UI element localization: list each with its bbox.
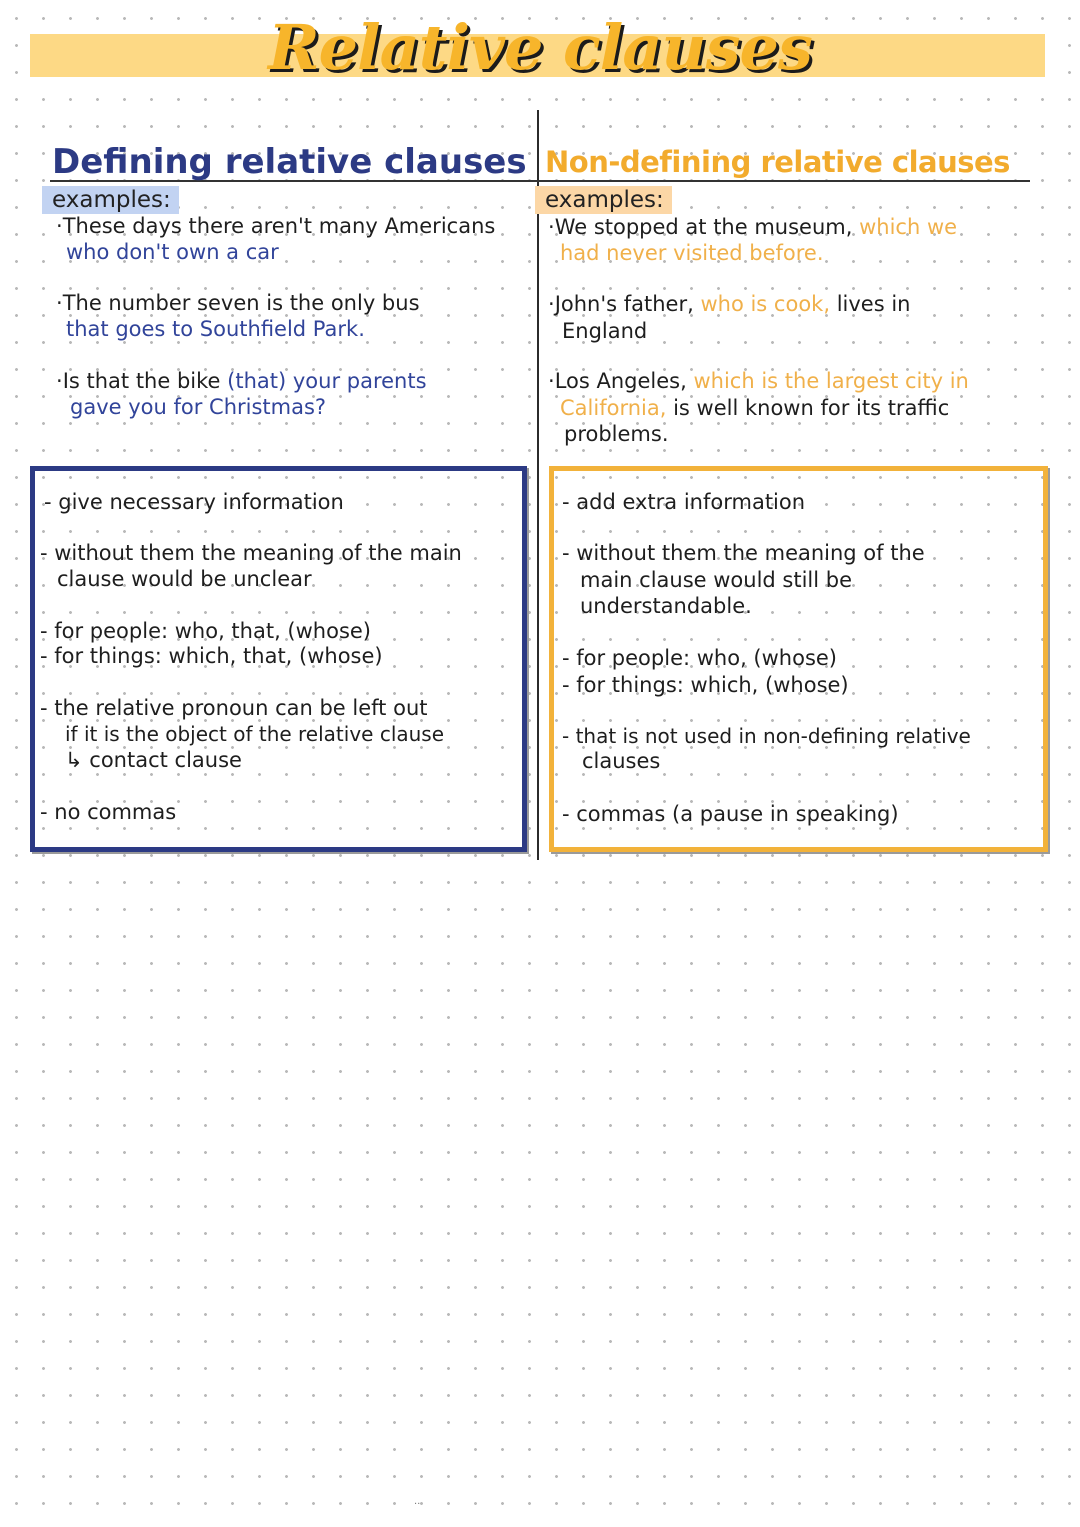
defining-point-3: - for people: who, that, (whose): [40, 619, 371, 643]
defining-point-5: - the relative pronoun can be left out: [40, 696, 428, 720]
non-defining-point-6: - commas (a pause in speaking): [562, 802, 899, 826]
defining-point-5-contact: ↳ contact clause: [65, 748, 242, 772]
non-defining-point-2-cont-2: understandable.: [580, 594, 752, 618]
non-defining-example-1-line-1: ·We stopped at the museum, which we: [548, 215, 958, 239]
defining-point-5-cont: if it is the object of the relative clause: [65, 722, 445, 746]
non-defining-example-2-line-1: ·John's father, who is cook, lives in: [548, 292, 911, 316]
non-defining-heading: Non-defining relative clauses: [545, 145, 1010, 179]
non-defining-examples-label: examples:: [535, 186, 672, 214]
non-defining-point-4: - for things: which, (whose): [562, 673, 849, 697]
defining-example-3-line-1: ·Is that the bike (that) your parents: [56, 369, 427, 393]
defining-heading: Defining relative clauses: [52, 142, 527, 182]
defining-point-4: - for things: which, that, (whose): [40, 644, 383, 668]
defining-point-2-cont: clause would be unclear: [57, 567, 312, 591]
defining-examples-label: examples:: [42, 186, 179, 214]
footer-mark: ..: [414, 1496, 421, 1507]
non-defining-example-3-line-2: California, is well known for its traffic: [560, 396, 950, 420]
defining-point-2: - without them the meaning of the main: [40, 541, 462, 565]
non-defining-point-5: - that is not used in non-defining relative: [562, 724, 971, 748]
non-defining-example-1-clause: had never visited before.: [560, 241, 824, 265]
non-defining-example-3-line-3: problems.: [564, 422, 669, 446]
defining-example-2-clause: that goes to Southfield Park.: [66, 317, 365, 341]
non-defining-example-3-line-1: ·Los Angeles, which is the largest city in: [548, 369, 969, 393]
defining-point-1: - give necessary information: [44, 490, 344, 514]
column-divider: [537, 110, 539, 860]
defining-example-1-clause: who don't own a car: [66, 240, 279, 264]
non-defining-point-2: - without them the meaning of the: [562, 541, 925, 565]
defining-example-1-line-1: ·These days there aren't many Americans: [56, 214, 496, 238]
non-defining-point-2-cont: main clause would still be: [580, 568, 853, 592]
non-defining-example-2-line-2: England: [562, 319, 648, 343]
page-title: Relative clauses: [268, 11, 812, 84]
defining-example-2-line-1: ·The number seven is the only bus: [56, 291, 420, 315]
defining-point-6: - no commas: [40, 800, 177, 824]
non-defining-point-5-cont: clauses: [582, 749, 661, 773]
non-defining-point-3: - for people: who, (whose): [562, 646, 837, 670]
defining-example-3-clause: gave you for Christmas?: [70, 395, 327, 419]
non-defining-point-1: - add extra information: [562, 490, 806, 514]
